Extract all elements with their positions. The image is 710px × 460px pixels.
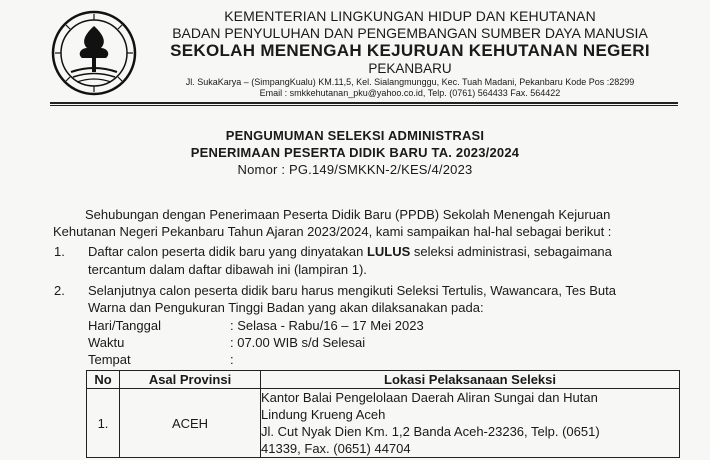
letterhead-address: Jl. SukaKarya – (SimpangKualu) KM.11,5, Kel. Sialangmunggu, Kec. Tuah Madani, Pekanbaru Kode Pos :28299: [185, 77, 635, 87]
list-item-1-number: 1.: [54, 244, 65, 259]
announcement-subtitle: PENERIMAAN PESERTA DIDIK BARU TA. 2023/2024: [190, 145, 520, 160]
letterhead-contact: Email : smkkehutanan_pku@yahoo.co.id, Telp. (0761) 564433 Fax. 564422: [259, 88, 561, 98]
schedule-date-value: : Selasa - Rabu/16 – 17 Mei 2023: [230, 318, 424, 333]
location-line: Jl. Cut Nyak Dien Km. 1,2 Banda Aceh-23236, Telp. (0651): [261, 424, 600, 439]
location-line: 41339, Fax. (0651) 44704: [261, 441, 411, 456]
schedule-date-label: Hari/Tanggal: [88, 318, 161, 333]
schedule-place-value: :: [230, 352, 234, 367]
letterhead-city: PEKANBARU: [368, 61, 452, 76]
column-header-province: Asal Provinsi: [120, 371, 261, 389]
row-province: ACEH: [120, 389, 261, 458]
row-location: [261, 389, 680, 458]
intro-paragraph-line-1: Sehubungan dengan Penerimaan Peserta Didik Baru (PPDB) Sekolah Menengah Kejuruan: [85, 207, 611, 222]
list-item-1-line-1: Daftar calon peserta didik baru yang dinyatakan LULUS seleksi administrasi, sebagaimana: [88, 244, 612, 259]
column-header-location: Lokasi Pelaksanaan Seleksi: [261, 371, 680, 389]
letterhead-rule-thin: [50, 105, 678, 106]
table-header-row: [87, 371, 680, 389]
intro-paragraph-line-2: Kehutanan Negeri Pekanbaru Tahun Ajaran 2023/2024, kami sampaikan hal-hal sebagai berikut :: [53, 224, 612, 239]
letterhead-ministry: KEMENTERIAN LINGKUNGAN HIDUP DAN KEHUTANAN: [224, 8, 596, 24]
announcement-number: Nomor : PG.149/SMKKN-2/KES/4/2023: [237, 162, 473, 177]
table-row: [87, 389, 680, 458]
school-emblem-logo: [51, 10, 137, 96]
letterhead-agency: BADAN PENYULUHAN DAN PENGEMBANGAN SUMBER DAYA MANUSIA: [172, 25, 648, 41]
list-item-1-line-2: tercantum dalam daftar dibawah ini (lampiran 1).: [88, 262, 367, 277]
location-line: Lindung Krueng Aceh: [261, 407, 386, 422]
list-item-2-line-2: Warna dan Pengukuran Tinggi Badan yang akan dilaksanakan pada:: [88, 300, 484, 315]
lulus-emphasis: LULUS: [366, 244, 411, 259]
letterhead-rule-thick: [50, 102, 678, 104]
list-item-2-number: 2.: [54, 283, 65, 298]
schedule-time-value: : 07.00 WIB s/d Selesai: [230, 335, 366, 350]
schedule-time-label: Waktu: [88, 335, 125, 350]
selection-location-table: [86, 370, 680, 458]
announcement-title: PENGUMUMAN SELEKSI ADMINISTRASI: [225, 128, 485, 143]
list-item-2-line-1: Selanjutnya calon peserta didik baru harus mengikuti Seleksi Tertulis, Wawancara, Tes Buta: [88, 283, 616, 298]
schedule-place-label: Tempat: [88, 352, 131, 367]
column-header-no: No: [87, 371, 120, 389]
location-line: Kantor Balai Pengelolaan Daerah Aliran Sungai dan Hutan: [261, 390, 598, 405]
row-number: 1.: [87, 389, 120, 458]
letterhead-school-name: SEKOLAH MENENGAH KEJURUAN KEHUTANAN NEGERI: [170, 41, 650, 60]
